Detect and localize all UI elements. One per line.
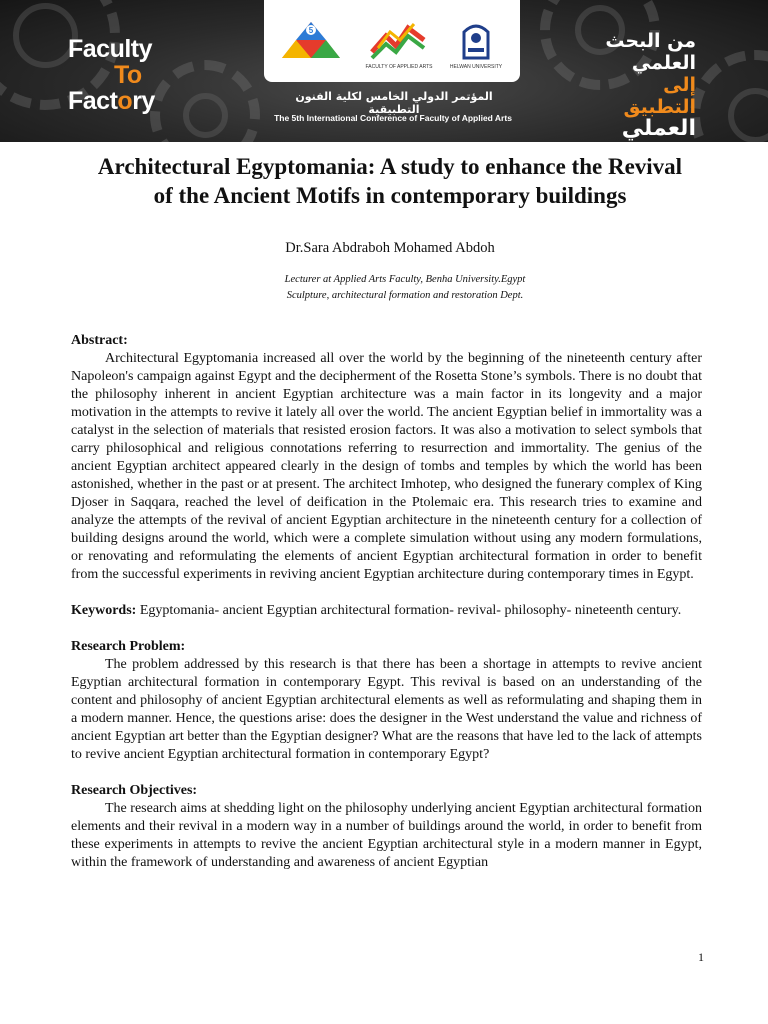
page-number: 1 [698,950,704,964]
conference-banner [0,0,768,142]
research-problem-text: The problem addressed by this research is that there has been a shortage in attempts to revive ancient Egyptian architectural formation in contemporary Egypt. This revival is based on an understanding of the content and philosophy of ancient Egyptian architectural elements as well as reformulating and shaping them in a modern manner. Hence, the questions arise: does the designer in the West understand the value and richness of ancient Egyptian art better than the Egyptian designer? What are the reasons that have led to the lack of attempts to revive ancient Egyptian architectural formation in contemporary Egypt? [71,657,702,762]
paper-body [71,332,702,872]
arabic-slogan: من البحث العلمي إلى التطبيق العملي [605,30,696,141]
logo-line-3: Factory [68,87,155,115]
faculty-to-factory-logo [68,36,178,114]
english-conference-title: The 5th International Conference of Faculty of Applied Arts [274,113,512,123]
gear-decoration [690,50,768,142]
author-name: Dr.Sara Abdraboh Mohamed Abdoh [285,240,495,256]
abstract-heading: Abstract: [71,333,128,348]
conference-logo-icon [278,18,344,64]
keywords: Keywords: Egyptomania- ancient Egyptian architectural formation- revival- philosophy- nineteenth century. [71,603,682,618]
research-objectives-heading: Research Objectives: [71,783,198,798]
logo-line-2: To [114,61,142,89]
helwan-caption: HELWAN UNIVERSITY [449,64,503,70]
arabic-conference-title: المؤتمر الدولي الخامس لكلية الفنون التطبيقية [295,90,493,116]
author-affiliation: Lecturer at Applied Arts Faculty, Benha University.Egypt Sculpture, architectural formation and restoration Dept. [284,274,526,301]
helwan-university-logo-icon [454,18,498,62]
abstract-text: Architectural Egyptomania increased all over the world by the beginning of the nineteenth century after Napoleon's campaign against Egypt and the decipherment of the Rosetta Stone’s symbols. There is no doubt that the philosophy inherent in ancient Egyptian architecture was a main factor in its longevity and a major motivation in the attempts to revive it lately all over the world. The ancient Egyptian belief in immortality was a catalyst in the selection of materials that resisted erosion factors. It was also a motivation to select symbols that carry philosophical and religious connotations referring to resurrection and immortality. The genius of the ancient Egyptian architect appeared clearly in the design of tombs and temples by which the world has been astonished, whether in the past or at present. The architect Imhotep, who designed the funerary complex of King Djoser in Saqqara, reached the level of deification in the Ptolemaic era. This research tries to examine and analyze the attempts of the revival of ancient Egyptian architecture in the nineteenth century for a collection of building designs around the world, which were a complete simulation without using any modern formulations, or renovating and reformulating the elements of ancient Egyptian architectural formation in order to benefit from the successful experiments in reviving ancient Egyptian architecture during contemporary times in Egypt. [71,351,702,582]
svg-text:5: 5 [308,26,314,35]
paper-title: Architectural Egyptomania: A study to enhance the Revival of the Ancient Motifs in contemporary buildings [97,154,683,208]
logo-line-1: Faculty [68,35,153,63]
sponsor-logos [264,0,520,82]
applied-arts-logo-icon [368,18,428,62]
research-objectives-text: The research aims at shedding light on the philosophy underlying ancient Egyptian architectural formation elements and their revival in a modern way in a number of buildings around the world, in order to benefit from these experiments in attempts to revive the ancient Egyptian architectural style in a modern manner in Egypt, within the framework of understanding and awareness of ancient Egyptian [71,801,702,870]
research-problem-heading: Research Problem: [71,639,186,654]
applied-arts-caption: FACULTY OF APPLIED ARTS [365,64,433,70]
